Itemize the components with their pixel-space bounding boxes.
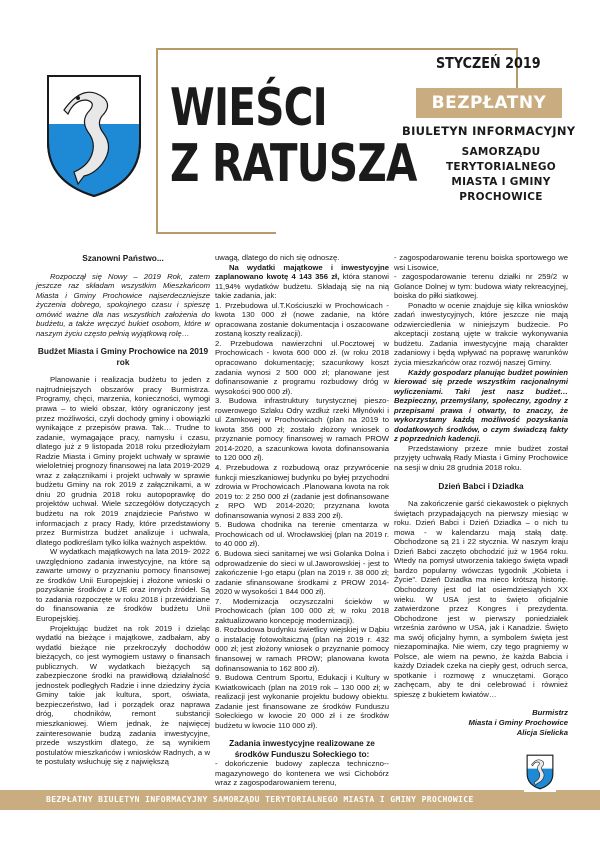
frame-line bbox=[156, 48, 516, 50]
paragraph: Na zakończenie garść ciekawostek o pięknych świętach przypadających na pierwszy miesiąc w roku. Dzień Babci i Dzień Dziadka – o nich tu mowa - w kalendarzu mają stałą datę. Obchodzone są 21 i 22 stycznia. W naszym kraju Dzień Babci zaczęto obchodzić już w 1964 roku. Wtedy na pomysł utworzenia takiego święta wpadł bardzo popularny wówczas tygodnik „Kobieta i Życie”. Dzień Dziadka ma nieco krótszą historię. Obchodzony jest od lat osiemdziesiątych XX wieku. W USA jest to święto oficjalnie zatwierdzone przez Kongres i prezydenta. Obchodzone jest w pierwszy poniedziałek września zarówno w USA, jak i Kanadzie. Święto ma swój oficjalny hymn, a symbolem święta jest niezapominajka. Nie wiem, czy tego pragniemy w Polsce, ale wiem na pewno, że każda Babcia i każdy Dziadek czeka na ciepły gest, odruch serca, spotkanie i rozmowę z wnuczętami. Gorąco zachęcam, aby te dni celebrować i również spieszę z bukietem kwiatów… bbox=[394, 499, 568, 700]
issue-date: STYCZEŃ 2019 bbox=[436, 54, 541, 72]
signature-title: Burmistrz bbox=[532, 707, 568, 717]
frame-line bbox=[156, 48, 158, 232]
footer-text: BEZPŁATNY BIULETYN INFORMACYJNY SAMORZĄDU TERYTORIALNEGO MIASTA I GMINY PROCHOWICE bbox=[46, 795, 474, 804]
list-item: 8. Rozbudowa budynku świetlicy wiejskiej w Dąbiu o instalację fotowoltaiczną (plan na 2019 r. 432 000 zł; jest złożony wniosek o przyznanie pomocy finansowej w ramach PROW; planowana kwota dofinansowania to 162 800 zł). bbox=[215, 625, 389, 673]
authority-name: SAMORZĄDU TERYTORIALNEGO MIASTA I GMINY PROCHOWICE bbox=[445, 146, 557, 203]
list-item: 4. Przebudowa z rozbudową oraz przywrócenie funkcji mieszkaniowej budynku po byłej przychodni zdrowia w Prochowicach .Planowana kwota na rok 2019 to: 2 250 000 zł (zadanie jest dofinansowane z RPO WD 2014-2020; przyznana kwota dofinansowania wynosi 2 833 200 zł). bbox=[215, 463, 389, 520]
masthead-title bbox=[170, 78, 417, 194]
list-item: 6. Budowa sieci sanitarnej we wsi Golanka Dolna i odprowadzenie do sieci w ul.Jaworowskiej - jest to zakończenie I-go etapu (plan na 2019 r. 38 000 zł; zadanie sfinansowane środkami z PROW 2014-2020 w wysokości 1 844 000 zł). bbox=[215, 548, 389, 597]
list-item: 3. Budowa infrastruktury turystycznej pieszo-rowerowego Szlaku Odry wzdłuż rzeki Młynówki i ul Zamkowej w Prochowicach (plan na 2019 to kwota 356 000 zł; zostało złożony wniosek o przyznanie pomocy finansowej w ramach PROW 2014-2020, a szacunkowa kwota dofinansowania to 120 000 zł). bbox=[215, 396, 389, 463]
free-badge: BEZPŁATNY bbox=[416, 88, 562, 118]
footer-crest-icon bbox=[524, 752, 556, 792]
paragraph: W wydatkach majątkowych na lata 2019- 2022 uwzględniono zadania inwestycyjne, na które są zawarte umowy o przyznaniu pomocy finansowej ze środków Unii Europejskiej i złożone wnioski o pozyskanie środków z UE oraz innych źródeł. Są to zadania rozpoczęte w roku 2018 i przewidziane do finansowania ze środków budżetu Unii Europejskiej. bbox=[36, 547, 210, 623]
intro-paragraph: Rozpoczął się Nowy – 2019 Rok, zatem jeszcze raz składam wszystkim Mieszkańcom Miasta i Gminy Prochowice najserdeczniejsze życzenia dobrego, spokojnego czasu i spieszę omówić ważne dla nas wszystkich założenia do budżetu, a także wręczyć bukiet osobom, które w naszym życiu często pełnią wyjątkową rolę… bbox=[36, 271, 210, 338]
paragraph: Ponadto w ocenie znajduje się kilka wniosków zadań inwestycyjnych, które jeszcze nie mają odzwierciedlenia w niniejszym budżecie. Po akceptacji zostaną ujęte w trakcie wykonywania budżetu. Zadania inwestycyjne mają charakter zadaniowy i będą wpływać na poprawę warunków życia mieszkańców oraz rozwój naszej Gminy. bbox=[394, 300, 568, 368]
paragraph: Przedstawiony przeze mnie budżet został przyjęty uchwałą Rady Miasta i Gminy Prochowice na sesji w dniu 28 grudnia 2018 roku. bbox=[394, 443, 568, 473]
paragraph: Na wydatki majątkowe i inwestycyjne zaplanowano kwotę 4 143 356 zł, która stanowi 11,94% wydatków budżetu. Składają się na nią takie zadania, jak: bbox=[215, 262, 389, 301]
list-item: - dokończenie budowy zaplecza techniczno--magazynowego do kontenera we wsi Cichobórz wraz z zagospodarowaniem terenu, bbox=[215, 759, 389, 788]
list-item: 7. Modernizacja oczyszczalni ścieków w Prochowicach (plan 100 000 zł; w roku 2018 zaktualizowano koncepcję modernizacji). bbox=[215, 596, 389, 625]
column-1 bbox=[36, 253, 210, 767]
signature-office: Miasta i Gminy Prochowice bbox=[468, 717, 568, 727]
list-item: - zagospodarowanie terenu działki nr 259/2 w Golance Dolnej w tym: budowa wiaty rekreacyjnej, boiska do piłki siatkowej. bbox=[394, 272, 568, 301]
list-item: 9. Budowa Centrum Sportu, Edukacji i Kultury w Kwiatkowicach (plan na 2019 rok – 130 000 zł; w realizacji jest wykonanie projektu budowy obiektu. Zadanie jest finansowane ze środków Funduszu Sołeckiego w kwocie 20 000 zł i ze środków budżetu w kwocie 110 000 zł). bbox=[215, 673, 389, 730]
masthead-line: Z RATUSZA bbox=[170, 134, 417, 194]
section-heading: Budżet Miasta i Gminy Prochowice na 2019 rok bbox=[37, 346, 209, 367]
column-2 bbox=[215, 253, 389, 788]
signature-name: Alicja Sielicka bbox=[516, 727, 568, 737]
list-item: 2. Przebudowa nawierzchni ul.Pocztowej w Prochowicach - kwota 600 000 zł. (w roku 2018 opracowano dokumentację; szacunkowy koszt zadania wynosi 2 500 000 zł; planowane jest dofinansowanie z programu rozbudowy dróg w wysokości 900 000 zł). bbox=[215, 338, 389, 396]
paragraph: Projektując budżet na rok 2019 i dzieląc wydatki na bieżące i majątkowe, zadbałam, aby wydatki bieżące nie przekroczyły dochodów bieżących, co jest wymogiem ustawy o finansach publicznych. W wydatkach bieżących są zabezpieczone środki na prawidłową działalność jednostek podległych Radzie i inne dziedziny życia Gminy takie jak kultura, sport, oświata, bezpieczeństwo, ład i porządek oraz naprawa dróg, chodników, remont substancji mieszkaniowej. Wiem jednak, że najwięcej zainteresowanie budzą zadania inwestycyjne, przede wszystkim dlatego, że są wynikiem postulatów mieszkańców i wniosków Radnych, a w te postulaty wsłuchuję się z największą bbox=[36, 623, 210, 767]
coat-of-arms-fish-icon bbox=[44, 72, 144, 200]
greeting: Szanowni Państwo... bbox=[82, 253, 164, 263]
column-3 bbox=[394, 253, 568, 738]
section-heading: Zadania inwestycyjne realizowane ze środków Funduszu Sołeckiego to: bbox=[229, 738, 375, 759]
frame-line bbox=[156, 232, 276, 234]
paragraph: Planowanie i realizacja budżetu to jeden z najtrudniejszych obszarów pracy Burmistrza. Programy, chęci, marzenia, konieczności, wymogi prawa – to wieki obszar, który ograniczony jest przez możliwości, czyli dochody gminy i obowiązki wynikające z przepisów prawa. Tak… Trudne to zadanie, wymagające pracy, namysłu i czasu, dlatego już z 9 listopada 2018 roku przedłożyłam Radzie Miasta i Gminy projekt uchwały w sprawie wieloletniej prognozy finansowej na lata 2019-2029 wraz z załącznikami i projekt uchwały w sprawie budżetu Gminy na rok 2019 z załącznikami, a w dniu 20 grudnia 2018 roku autopoprawkę do projektów uchwał. Wiele szczegółów dotyczących budżetu na rok 2019 znajdziecie Państwo w informacjach z pracy Rady, które przedstawiony przez Burmistrza budżet analizuje i uchwala, dlatego podkreślam tylko kilka ważnych aspektów. bbox=[36, 375, 210, 547]
section-heading: Dzień Babci i Dziadka bbox=[438, 480, 524, 491]
list-item: 1. Przebudowa ul.T.Kościuszki w Prochowicach - kwota 130 000 zł (nowe zadanie, na które opracowana zostanie dokumentacja i oszacowane zostaną koszty realizacji). bbox=[215, 300, 389, 339]
masthead-line: WIEŚCI bbox=[170, 78, 327, 138]
paragraph: uwagą, dlatego do nich się odnoszę. bbox=[215, 253, 340, 262]
list-item: 5. Budowa chodnika na terenie cmentarza w Prochowicach od ul. Wrocławskiej (plan na 2019 r. to 40 000 zł). bbox=[215, 520, 389, 549]
paragraph: Każdy gospodarz planując budżet powinien kierować się przede wszystkim racjonalnymi wyliczeniami. Taki jest nasz budżet… Bezpieczny, przemyślany, społeczny, zgodny z przepisami prawa i otwarty, to znaczy, że wykorzystamy każdą możliwość pozyskania dodatkowych środków, o czym świadczą fakty z poprzednich kadencji. bbox=[394, 367, 568, 444]
bulletin-type: BIULETYN INFORMACYJNY bbox=[402, 124, 576, 138]
list-item: - zagospodarowanie terenu boiska sportowego we wsi Lisowice, bbox=[394, 253, 568, 272]
